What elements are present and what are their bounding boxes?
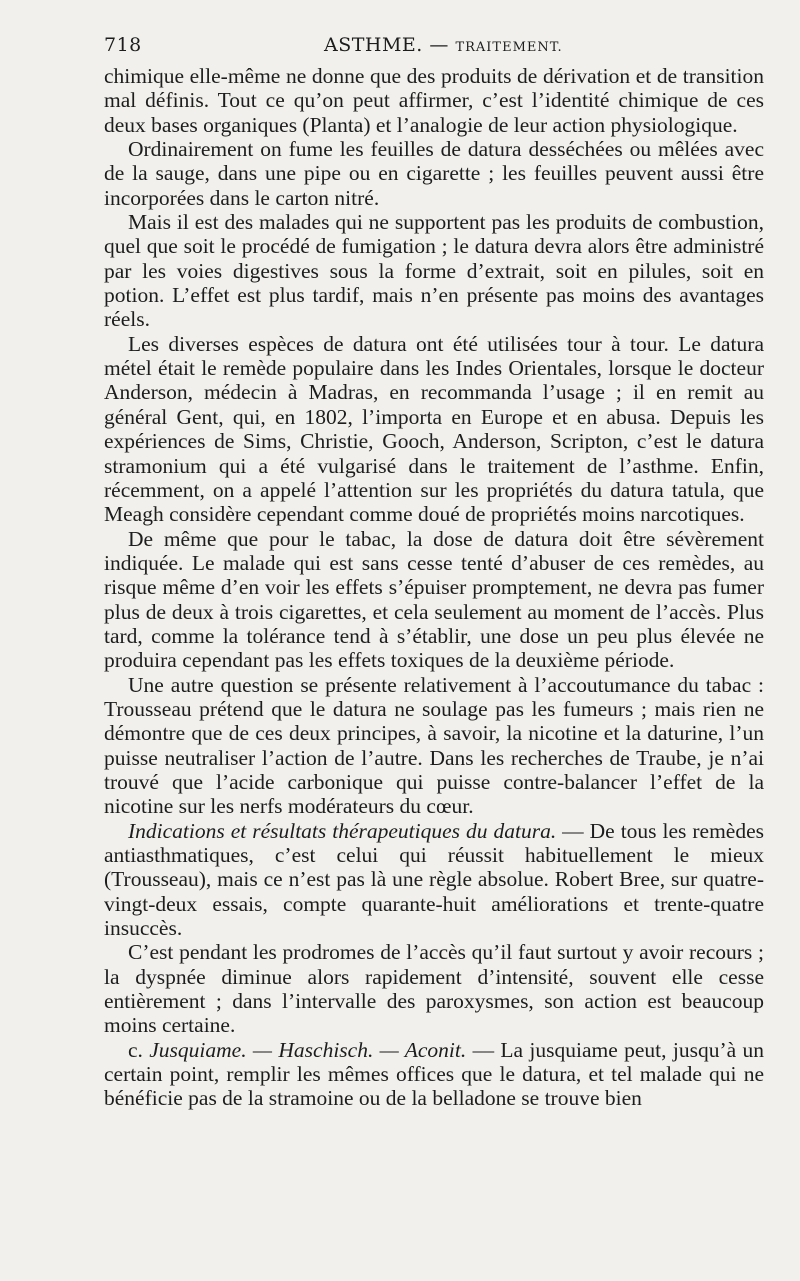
section-title: TRAITEMENT.	[455, 40, 563, 55]
paragraph: Mais il est des malades qui ne supportent pas les produits de combustion, quel que soit le procédé de fumigation ; le datura devra alors être administré par les voies digestives sous la forme d’extrait, soit en pilules, soit en potion. L’effet est plus tardif, mais n’en présente pas moins des avantages réels.	[104, 210, 764, 332]
paragraph: chimique elle-même ne donne que des produits de dérivation et de transition mal définis. Tout ce qu’on peut affirmer, c’est l’identité chimique de ces deux bases organiques (Planta) et l’analogie de leur action physiologique.	[104, 64, 764, 137]
section-heading: Jusquiame. — Haschisch. — Aconit.	[149, 1037, 467, 1062]
title-dash: —	[429, 34, 449, 56]
paragraph	[104, 1038, 764, 1111]
document-page	[104, 28, 764, 1111]
paragraph: Les diverses espèces de datura ont été utilisées tour à tour. Le datura métel était le remède populaire dans les Indes Orientales, lorsque le docteur Anderson, médecin à Madras, en recommanda l’usage ; il en remit au général Gent, qui, en 1802, l’importa en Europe et en abusa. Depuis les expériences de Sims, Christie, Gooch, Anderson, Scripton, c’est le datura stramonium qui a été vulgarisé dans le traitement de l’asthme. Enfin, récemment, on a appelé l’attention sur les propriétés du datura tatula, que Meagh considère cependant comme doué de propriétés moins narcotiques.	[104, 331, 764, 527]
paragraph: Ordinairement on fume les feuilles de datura desséchées ou mêlées avec de la sauge, dans une pipe ou en cigarette ; les feuilles peuvent aussi être incorporées dans le carton nitré.	[104, 137, 764, 210]
section-letter: c.	[128, 1037, 143, 1062]
running-title	[324, 34, 563, 56]
paragraph	[104, 819, 764, 941]
paragraph-text: — La jusquiame peut, jusqu’à un certain point, remplir les mêmes offices que le datura, et tel malade qui ne bénéficie pas de la stramoine ou de la belladone se trouve bien	[104, 1037, 764, 1111]
paragraph: C’est pendant les prodromes de l’accès qu’il faut surtout y avoir recours ; la dyspnée diminue alors rapidement d’intensité, souvent elle cesse entièrement ; dans l’intervalle des paroxysmes, son action est beaucoup moins certaine.	[104, 940, 764, 1038]
running-head	[104, 28, 764, 64]
section-heading: Indications et résultats thérapeutiques du datura.	[128, 818, 557, 843]
chapter-title: ASTHME.	[324, 34, 423, 56]
paragraph: De même que pour le tabac, la dose de datura doit être sévèrement indiquée. Le malade qui est sans cesse tenté d’abuser de ces remèdes, au risque même d’en voir les effets s’épuiser promptement, ne devra pas fumer plus de deux à trois cigarettes, et cela seulement au moment de l’accès. Plus tard, comme la tolérance tend à s’établir, une dose un peu plus élevée ne produira cependant pas les effets toxiques de la deuxième période.	[104, 526, 764, 673]
body-text	[104, 64, 764, 1111]
page-number: 718	[104, 34, 142, 56]
paragraph: Une autre question se présente relativement à l’accoutumance du tabac : Trousseau prétend que le datura ne soulage pas les fumeurs ; mais rien ne démontre que de ces deux principes, à savoir, la nicotine et la daturine, l’un puisse neutraliser l’action de l’autre. Dans les recherches de Traube, je n’ai trouvé que l’acide carbonique qui puisse contre-balancer l’effet de la nicotine sur les nerfs modérateurs du cœur.	[104, 672, 764, 819]
paragraph-text: — De tous les remèdes antiasthmatiques, c’est celui qui réussit habituellement le mieux (Trousseau), mais ce n’est pas là une règle absolue. Robert Bree, sur quatre-vingt-deux essais, compte quarante-huit améliorations et trente-quatre insuccès.	[104, 818, 764, 941]
